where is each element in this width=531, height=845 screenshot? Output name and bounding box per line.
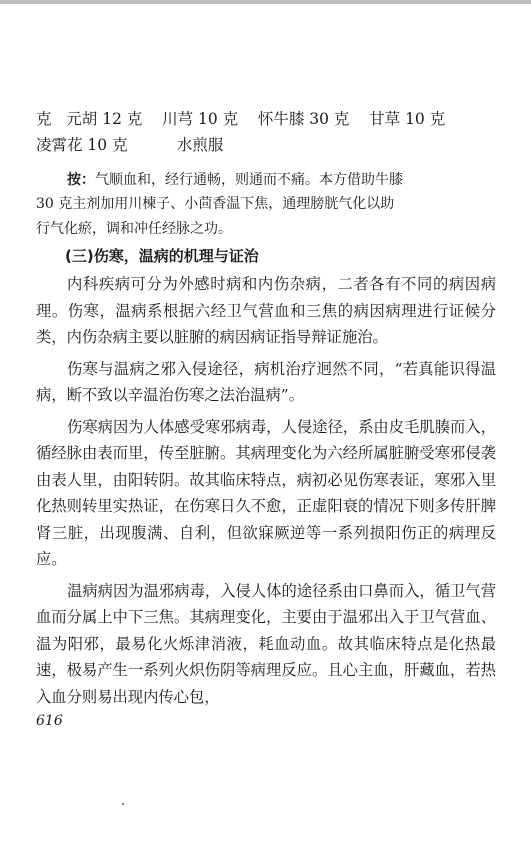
paragraph: 伤寒病因为人体感受寒邪病毒，人侵途径，系由皮毛肌腠而入，循经脉由表而里，传至脏腑。其病理变化为六经所属脏腑受寒邪侵袭由表人里，由阳转阴。故其临床特点，病初必见伤寒表证，寒邪入里化热则转里实热证，在伤寒日久不愈，正虚阳衰的情况下则多传肝脾肾三脏，出现腹满、自利，但欲寐厥逆等一系列损阳伤正的病理反应。 — [36, 417, 496, 568]
prescription-block — [36, 108, 496, 156]
scan-speck — [122, 803, 124, 805]
section-heading: (三)伤寒，温病的机理与证治 — [65, 247, 259, 265]
paragraph: 伤寒与温病之邪入侵途径，病机治疗迥然不同，“若真能识得温病，断不致以辛温治伤寒之法治温病”。 — [36, 359, 496, 404]
note-line-1-text: 气顺血和，经行通畅，则通而不痛。本方借助牛膝 — [95, 171, 403, 188]
note-line-1 — [36, 168, 496, 193]
body-text — [36, 271, 496, 710]
prescription-line-2: 凌霄花 10 克 水煎服 — [36, 135, 224, 154]
paragraph: 内科疾病可分为外感时病和内伤杂病，二者各有不同的病因病理。伤寒，温病系根据六经卫气营血和三焦的病因病理进行证候分类，内伤杂病主要以脏腑的病因病证指导辩证施治。 — [36, 275, 496, 346]
prescription-line-1: 克 元胡 12 克 川芎 10 克 怀牛膝 30 克 甘草 10 克 — [36, 110, 446, 128]
note-lead: 按： — [67, 171, 95, 188]
top-border-rule — [0, 0, 531, 4]
page-number: 616 — [36, 713, 63, 729]
page-content — [36, 108, 496, 710]
note-line-3: 行气化瘀，调和冲任经脉之功。 — [36, 220, 232, 237]
annotation-note — [36, 168, 496, 242]
paragraph: 温病病因为温邪病毒，入侵人体的途径系由口鼻而入，循卫气营血而分属上中下三焦。其病理变化，主要由于温邪出入于卫气营血、温为阳邪，最易化火烁津消液，耗血动血。故其临床特点是化热最速，极易产生一系列火炽伤阴等病理反应。且心主血，肝藏血，若热入血分则易出现内传心包， — [36, 581, 496, 706]
note-line-2: 30 克主剂加用川楝子、小茴香温下焦，通理膀胱气化以助 — [36, 196, 395, 212]
